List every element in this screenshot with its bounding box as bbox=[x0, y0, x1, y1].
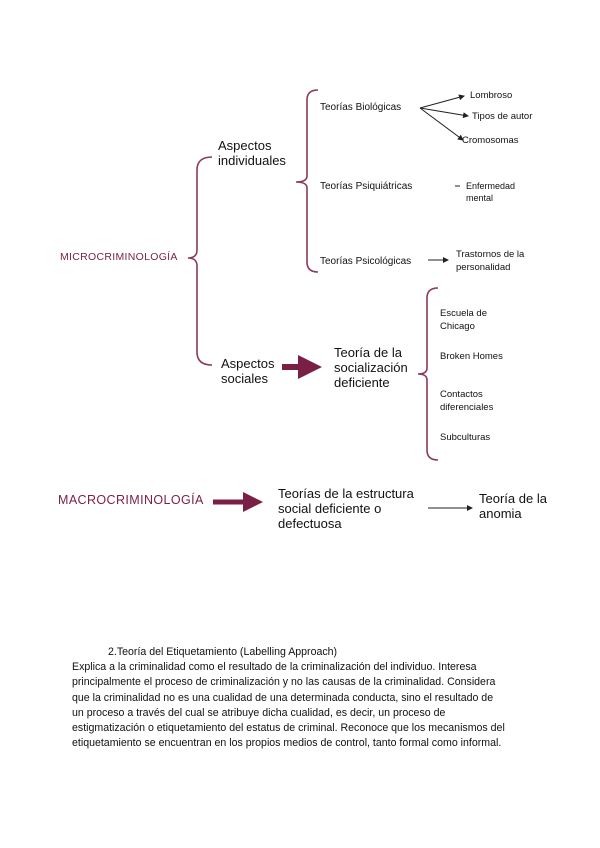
socializacion-line3: deficiente bbox=[334, 375, 390, 390]
enfermedad-mental-label bbox=[466, 180, 515, 204]
trastornos-label bbox=[456, 248, 524, 274]
estructura-line2: social deficiente o bbox=[278, 501, 382, 516]
contactos-line1: Contactos bbox=[440, 389, 483, 400]
broken-homes-label: Broken Homes bbox=[440, 351, 503, 362]
aspectos-individuales-line1: Aspectos bbox=[218, 138, 272, 153]
bracket-individuales bbox=[296, 90, 318, 272]
enfermedad-line1: Enfermedad bbox=[466, 181, 516, 191]
escuela-chicago-label bbox=[440, 307, 487, 333]
para-line-4: un proceso a través del cual se atribuye dicha cualidad, es decir, un proceso de bbox=[72, 706, 446, 719]
trastornos-line1: Trastornos de la bbox=[456, 249, 525, 260]
microcriminologia-label: MICROCRIMINOLOGÍA bbox=[60, 251, 178, 263]
trastornos-line2: personalidad bbox=[456, 262, 511, 273]
teorias-psiquiatricas-label: Teorías Psiquiátricas bbox=[320, 181, 413, 192]
cromosomas-label: Cromosomas bbox=[462, 135, 519, 146]
para-line-5: estigmatización o etiquetamiento del estatus de criminal. Reconoce que los mecanismos del bbox=[72, 722, 505, 735]
anomia-line2: anomia bbox=[479, 506, 522, 521]
aspectos-sociales-label bbox=[221, 356, 274, 386]
aspectos-sociales-line2: sociales bbox=[221, 371, 268, 386]
para-line-6: etiquetamiento se encuentran en los propios medios de control, tanto formal como informal. bbox=[72, 737, 502, 750]
section-heading: 2.Teoría del Etiquetamiento (Labelling Approach) bbox=[108, 646, 338, 658]
contactos-line2: diferenciales bbox=[440, 402, 494, 413]
subculturas-label: Subculturas bbox=[440, 432, 491, 443]
teorias-biologicas-label: Teorías Biológicas bbox=[320, 102, 402, 113]
contactos-diferenciales-label bbox=[440, 388, 493, 414]
para-line-1: Explica a la criminalidad como el resultado de la criminalización del individuo. Interesa bbox=[72, 661, 477, 674]
escuela-line2: Chicago bbox=[440, 321, 475, 332]
para-line-3: que la criminalidad no es una cualidad de una determinada conducta, sino el resultado de bbox=[72, 691, 494, 704]
enfermedad-line2: mental bbox=[466, 193, 494, 203]
aspectos-sociales-line1: Aspectos bbox=[221, 356, 275, 371]
escuela-line1: Escuela de bbox=[440, 308, 488, 319]
tipos-de-autor-label: Tipos de autor bbox=[472, 111, 533, 122]
socializacion-line2: socialización bbox=[334, 360, 408, 375]
arrow-to-lombroso bbox=[420, 96, 464, 108]
anomia-line1: Teoría de la bbox=[479, 491, 547, 506]
teorias-psicologicas-label: Teorías Psicológicas bbox=[320, 256, 412, 267]
arrow-to-tipos bbox=[420, 108, 468, 116]
para-line-2: principalmente el proceso de criminalización y no las causas de la criminalidad. Considera bbox=[72, 676, 496, 689]
aspectos-individuales-label bbox=[218, 138, 286, 168]
teoria-anomia-label bbox=[479, 491, 547, 521]
lombroso-label: Lombroso bbox=[470, 90, 513, 101]
bracket-micro bbox=[188, 157, 212, 365]
socializacion-line1: Teoría de la bbox=[334, 345, 402, 360]
teorias-estructura-label bbox=[278, 486, 414, 531]
estructura-line3: defectuosa bbox=[278, 516, 342, 531]
body-text bbox=[72, 645, 542, 751]
estructura-line1: Teorías de la estructura bbox=[278, 486, 414, 501]
teoria-socializacion-label bbox=[334, 345, 408, 390]
macrocriminologia-label: MACROCRIMINOLOGÍA bbox=[58, 493, 204, 507]
bracket-sociales bbox=[418, 288, 438, 460]
arrow-to-cromosomas bbox=[420, 108, 463, 140]
aspectos-individuales-line2: individuales bbox=[218, 153, 286, 168]
